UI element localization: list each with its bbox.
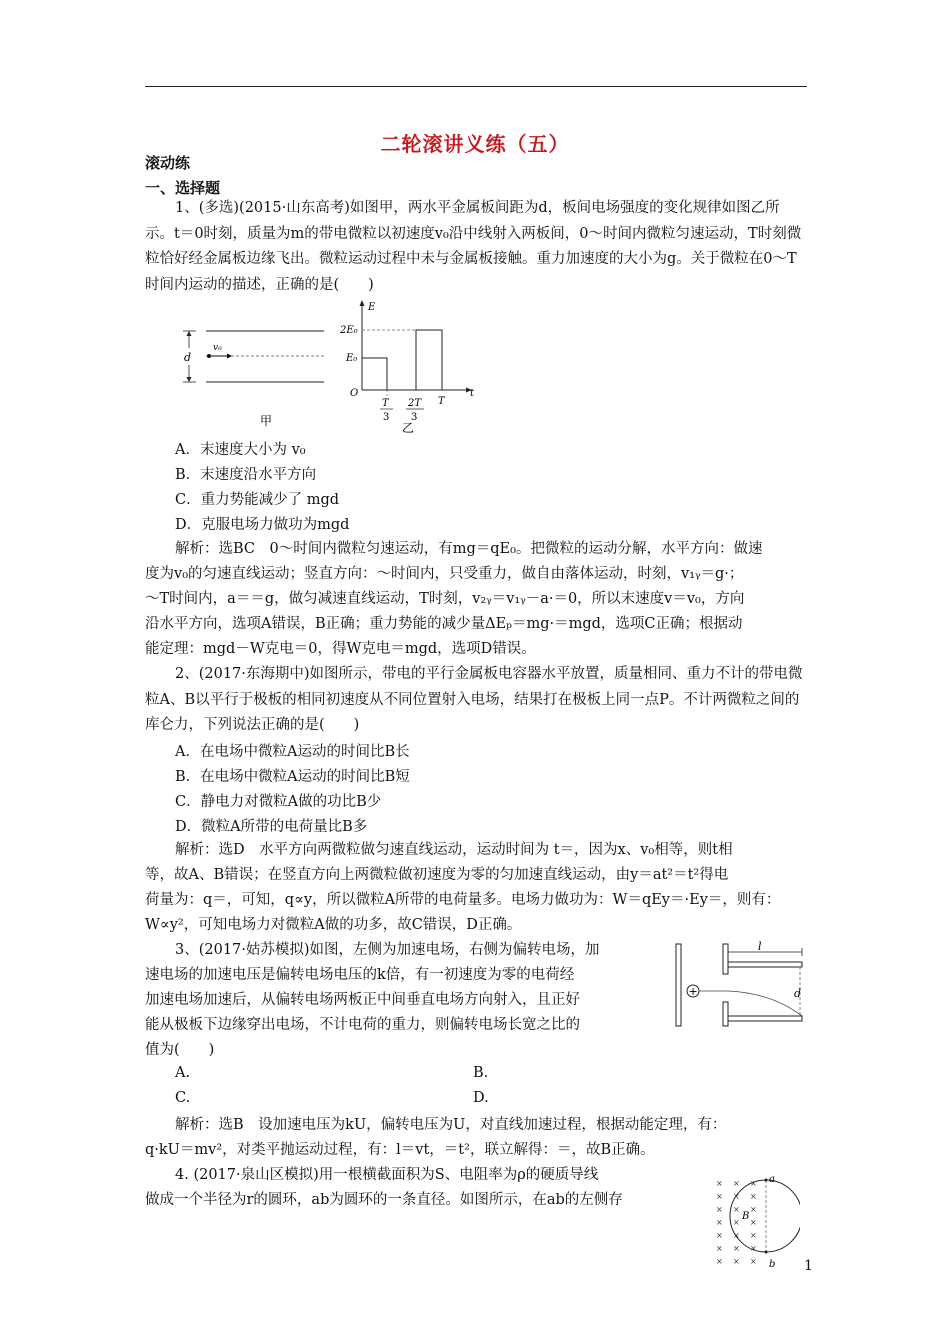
field-cross-mark: × bbox=[716, 1218, 723, 1227]
q3-analysis-line1: 解析：选B 设加速电压为kU，偏转电压为U，对直线加速过程，根据动能定理，有： bbox=[175, 1117, 727, 1133]
q1-analysis-line3: ～T时间内，a＝＝g，做匀减速直线运动，T时刻，v₂ᵧ＝v₁ᵧ－a·＝0，所以末速度v＝v₀，方向 bbox=[145, 591, 745, 607]
page-title: 二轮滚讲义练（五） bbox=[380, 132, 570, 156]
svg-text:O: O bbox=[350, 388, 359, 399]
field-cross-mark: × bbox=[733, 1179, 740, 1188]
field-cross-mark: × bbox=[716, 1179, 723, 1188]
q3-figure bbox=[672, 940, 812, 1030]
svg-text:t: t bbox=[470, 388, 475, 399]
q4-stem-line2: 做成一个半径为r的圆环，ab为圆环的一条直径。如图所示，在ab的左侧存 bbox=[145, 1192, 623, 1208]
field-cross-mark: × bbox=[750, 1179, 757, 1188]
field-cross-mark: × bbox=[750, 1218, 757, 1227]
q4-B-label: B bbox=[742, 1211, 750, 1222]
q1-option-b: B．末速度沿水平方向 bbox=[175, 467, 317, 483]
q3-analysis-line2: q·kU＝mv²，对类平抛运动过程，有：l＝vt，＝t²，联立解得：＝，故B正确。 bbox=[145, 1142, 655, 1158]
section-heading: 滚动练 bbox=[145, 154, 191, 172]
q2-stem: 2、(2017·东海期中)如图所示，带电的平行金属板电容器水平放置，质量相同、重力不计的带电微粒A、B以平行于极板的相同初速度从不同位置射入电场，结果打在极板上同一点P。不计两微粒之间的库仑力，下列说法正确的是( ) bbox=[145, 666, 803, 733]
q1-analysis-line2: 度为v₀的匀速直线运动；竖直方向：～时间内，只受重力，做自由落体运动，时刻，v₁ᵧ＝g·； bbox=[145, 566, 744, 582]
field-cross-mark: × bbox=[733, 1257, 740, 1266]
field-cross-mark: × bbox=[750, 1192, 757, 1201]
svg-text:2E₀: 2E₀ bbox=[340, 325, 358, 336]
q1-analysis-line1: 解析：选BC 0～时间内微粒匀速运动，有mg＝qE₀。把微粒的运动分解，水平方向：做速 bbox=[175, 541, 763, 557]
q1-analysis-line4: 沿水平方向，选项A错误，B正确；重力势能的减少量ΔEₚ＝mg·＝mgd，选项C正确；根据动 bbox=[145, 616, 743, 632]
q4-a-label: a bbox=[769, 1174, 775, 1185]
q3-stem-line2: 速电场的加速电压是偏转电场电压的k倍，有一初速度为零的电荷经 bbox=[145, 967, 575, 983]
q3-stem-line3: 加速电场加速后，从偏转电场两板正中间垂直电场方向射入，且正好 bbox=[145, 992, 580, 1008]
q1-caption-yi: 乙 bbox=[402, 421, 415, 435]
field-cross-mark: × bbox=[716, 1231, 723, 1240]
q2-option-b: B．在电场中微粒A运动的时间比B短 bbox=[175, 769, 410, 785]
q2-analysis-line1: 解析：选D 水平方向两微粒做匀速直线运动，运动时间为 t＝，因为x、v₀相等，则t相 bbox=[175, 842, 733, 858]
q1-v0-label: v₀ bbox=[213, 343, 222, 353]
q3-option-d: D. bbox=[473, 1090, 489, 1106]
q1-analysis-line5: 能定理：mgd－W克电＝0，得W克电＝mgd，选项D错误。 bbox=[145, 641, 536, 657]
field-cross-mark: × bbox=[750, 1231, 757, 1240]
svg-text:T: T bbox=[438, 396, 445, 407]
q2-analysis-line4: W∝y²，可知电场力对微粒A做的功多，故C错误，D正确。 bbox=[145, 917, 522, 933]
q3-option-b: B. bbox=[473, 1065, 489, 1081]
field-cross-mark: × bbox=[750, 1257, 757, 1266]
svg-text:E: E bbox=[368, 302, 376, 313]
page-number: 1 bbox=[804, 1258, 813, 1274]
q4-b-label: b bbox=[769, 1259, 776, 1270]
subsection-heading: 一、选择题 bbox=[145, 179, 221, 197]
svg-text:E₀: E₀ bbox=[346, 353, 358, 364]
q4-figure bbox=[706, 1170, 800, 1276]
field-cross-mark: × bbox=[733, 1192, 740, 1201]
field-cross-mark: × bbox=[716, 1244, 723, 1253]
header-rule bbox=[145, 86, 807, 87]
field-cross-mark: × bbox=[716, 1205, 723, 1214]
q3-charge: + bbox=[688, 985, 698, 998]
q1-option-a: A．末速度大小为 v₀ bbox=[175, 442, 306, 458]
q1-figure-jia bbox=[178, 326, 326, 430]
field-cross-mark: × bbox=[733, 1231, 740, 1240]
field-cross-mark: × bbox=[716, 1257, 723, 1266]
q1-caption-jia: 甲 bbox=[260, 414, 273, 428]
q3-stem-line5: 值为( ) bbox=[145, 1042, 215, 1058]
q1-figure-yi bbox=[340, 296, 480, 436]
q3-stem-line4: 能从极板下边缘穿出电场，不计电荷的重力，则偏转电场长宽之比的 bbox=[145, 1017, 580, 1033]
svg-text:3: 3 bbox=[411, 412, 418, 423]
q2-option-c: C．静电力对微粒A做的功比B少 bbox=[175, 794, 382, 810]
q1-option-d: D．克服电场力做功为mgd bbox=[175, 517, 350, 533]
svg-text:2T: 2T bbox=[408, 398, 422, 409]
q2-option-a: A．在电场中微粒A运动的时间比B长 bbox=[175, 744, 410, 760]
svg-text:3: 3 bbox=[383, 412, 390, 423]
field-cross-mark: × bbox=[733, 1218, 740, 1227]
q3-d-label: d bbox=[794, 987, 802, 1000]
q1-option-c: C．重力势能减少了 mgd bbox=[175, 492, 340, 508]
field-cross-mark: × bbox=[716, 1192, 723, 1201]
field-cross-mark: × bbox=[733, 1244, 740, 1253]
field-cross-mark: × bbox=[750, 1205, 757, 1214]
q2-option-d: D．微粒A所带的电荷量比B多 bbox=[175, 819, 368, 835]
q3-option-c: C. bbox=[175, 1090, 191, 1106]
q2-analysis-line2: 等，故A、B错误；在竖直方向上两微粒做初速度为零的匀加速直线运动，由y＝at²＝t²得电 bbox=[145, 867, 729, 883]
svg-text:T: T bbox=[382, 398, 389, 409]
field-cross-mark: × bbox=[750, 1244, 757, 1253]
q2-analysis-line3: 荷量为：q＝，可知，q∝y，所以微粒A所带的电荷量多。电场力做功为：W＝qEy＝·Ey＝，则有： bbox=[145, 892, 781, 908]
q1-stem: 1、(多选)(2015·山东高考)如图甲，两水平金属板间距为d，板间电场强度的变化规律如图乙所示。t＝0时刻，质量为m的带电微粒以初速度v₀沿中线射入两板间，0～时间内微粒匀速运动，T时刻微粒恰好经金属板边缘飞出。微粒运动过程中未与金属板接触。重力加速度的大小为g。关于微粒在0～T时间内运动的描述，正确的是( ) bbox=[145, 200, 802, 293]
q3-option-a: A. bbox=[175, 1065, 191, 1081]
q3-stem-line1: 3、(2017·姑苏模拟)如图，左侧为加速电场，右侧为偏转电场，加 bbox=[175, 942, 600, 958]
q3-l-label: l bbox=[758, 940, 762, 953]
q4-stem-line1: 4. (2017·泉山区模拟)用一根横截面积为S、电阻率为ρ的硬质导线 bbox=[175, 1167, 599, 1183]
field-cross-mark: × bbox=[733, 1205, 740, 1214]
q1-d-label: d bbox=[184, 351, 192, 364]
